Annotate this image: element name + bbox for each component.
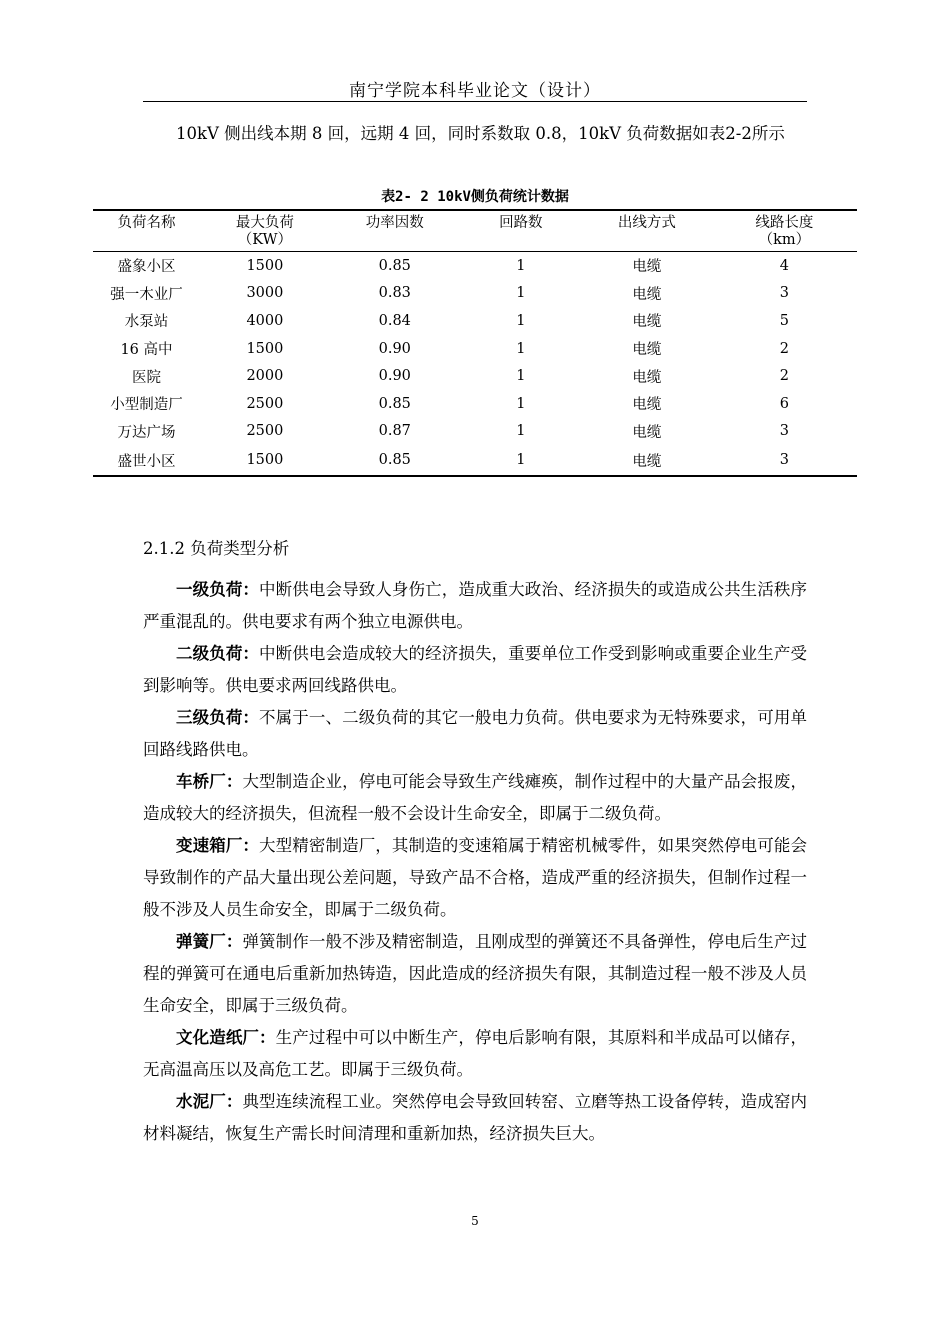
table-cell: 1500 [246, 340, 284, 357]
table-cell: 6 [779, 395, 790, 412]
paragraph-text: 典型连续流程工业。突然停电会导致回转窑、立磨等热工设备停转，造成窑内材料凝结，恢复生产需长时间清理和重新加热，经济损失巨大。 [143, 1092, 808, 1143]
paragraph-term: 二级负荷： [176, 644, 260, 663]
table-cell: 0.85 [378, 395, 411, 412]
table-row [93, 390, 857, 418]
paragraph-term: 一级负荷： [176, 580, 260, 599]
paragraph-term: 弹簧厂： [176, 932, 243, 951]
column-header: 出线方式 [582, 210, 712, 252]
table-cell: 小型制造厂 [110, 397, 183, 414]
table-cell: 0.85 [330, 445, 460, 476]
table-cell: 0.90 [378, 368, 411, 385]
table-cell: 电缆 [632, 424, 662, 441]
paragraph-term: 水泥厂： [176, 1092, 243, 1111]
table-cell: 1 [516, 285, 526, 302]
table-cell: 强一木业厂 [110, 286, 183, 303]
table-cell: 2000 [246, 368, 284, 385]
paragraph-text: 大型精密制造厂，其制造的变速箱属于精密机械零件，如果突然停电可能会导致制作的产品大量出现公差问题，导致产品不合格，造成严重的经济损失，但制作过程一般不涉及人员生命安全，即属于二级负荷。 [143, 836, 808, 919]
header-rule [143, 101, 807, 102]
paragraph-term: 三级负荷： [176, 708, 260, 727]
table-cell: 3 [779, 423, 790, 440]
body-paragraph [143, 830, 807, 926]
table-row [93, 445, 857, 476]
table-cell: 电缆 [632, 369, 662, 386]
body-paragraph [143, 766, 807, 830]
table-cell: 1 [516, 257, 526, 274]
table-row [93, 307, 857, 335]
column-header: 最大负荷 （KW） [200, 210, 330, 252]
table-cell: 1 [516, 312, 526, 329]
paragraph-text: 中断供电会造成较大的经济损失，重要单位工作受到影响或重要企业生产受到影响等。供电要求两回线路供电。 [143, 644, 808, 695]
header-title: 南宁学院本科毕业论文（设计） [349, 81, 601, 101]
body-text [143, 574, 807, 1150]
page-number: 5 [471, 1214, 479, 1228]
load-table [93, 209, 857, 477]
table-cell: 3 [712, 445, 857, 476]
table-cell: 1500 [246, 257, 284, 274]
table-cell: 2500 [246, 423, 284, 440]
table-cell: 0.84 [378, 312, 411, 329]
table-cell: 4000 [246, 312, 284, 329]
table-cell: 16 高中 [120, 342, 173, 359]
paragraph-text: 生产过程中可以中断生产，停电后影响有限，其原料和半成品可以储存，无高温高压以及高危工艺。即属于三级负荷。 [143, 1028, 808, 1079]
table-cell: 电缆 [632, 286, 662, 303]
table-cell: 0.90 [378, 340, 411, 357]
section-heading: 2.1.2 负荷类型分析 [143, 539, 290, 558]
table-cell: 2 [779, 368, 790, 385]
table-cell: 盛世小区 [93, 445, 200, 476]
table-cell: 医院 [131, 369, 161, 386]
table-cell: 3000 [246, 285, 284, 302]
table-row [93, 362, 857, 390]
table-cell: 1 [516, 395, 526, 412]
table-cell: 电缆 [632, 342, 662, 359]
table-cell: 0.85 [378, 257, 411, 274]
column-header: 负荷名称 [93, 210, 200, 252]
table-cell: 电缆 [632, 397, 662, 414]
table-row [93, 280, 857, 308]
body-paragraph [143, 638, 807, 702]
table-row [93, 252, 857, 280]
table-cell: 1 [516, 423, 526, 440]
table-cell: 5 [779, 312, 790, 329]
table-header-row [93, 210, 857, 252]
table-cell: 万达广场 [117, 424, 176, 441]
body-paragraph [143, 1086, 807, 1150]
table-row [93, 418, 857, 446]
table-cell: 0.83 [378, 285, 411, 302]
column-header: 回路数 [460, 210, 582, 252]
table-cell: 电缆 [582, 445, 712, 476]
body-paragraph [143, 926, 807, 1022]
body-paragraph [143, 702, 807, 766]
table-cell: 1 [460, 445, 582, 476]
table-cell: 盛象小区 [117, 259, 176, 276]
body-paragraph [143, 1022, 807, 1086]
table-caption: 表2- 2 10kV侧负荷统计数据 [381, 189, 569, 205]
table-cell: 2500 [246, 395, 284, 412]
table-cell: 2 [779, 340, 790, 357]
table-cell: 电缆 [632, 314, 662, 331]
table-cell: 1 [516, 368, 526, 385]
intro-paragraph: 10kV 侧出线本期 8 回，远期 4 回，同时系数取 0.8，10kV 负荷数据如表2-2所示 [176, 124, 785, 143]
table-row [93, 335, 857, 363]
paragraph-text: 大型制造企业，停电可能会导致生产线瘫痪，制作过程中的大量产品会报废，造成较大的经济损失，但流程一般不会设计生命安全，即属于二级负荷。 [143, 772, 808, 823]
paragraph-term: 车桥厂： [176, 772, 243, 791]
body-paragraph [143, 574, 807, 638]
column-header: 线路长度 （km） [712, 210, 857, 252]
table-cell: 1 [516, 340, 526, 357]
table-cell: 1500 [200, 445, 330, 476]
table-cell: 0.87 [378, 423, 411, 440]
paragraph-text: 弹簧制作一般不涉及精密制造，且刚成型的弹簧还不具备弹性，停电后生产过程的弹簧可在通电后重新加热铸造，因此造成的经济损失有限，其制造过程一般不涉及人员生命安全，即属于三级负荷。 [143, 932, 808, 1015]
table-cell: 3 [779, 285, 790, 302]
table-cell: 电缆 [632, 259, 662, 276]
paragraph-text: 中断供电会导致人身伤亡，造成重大政治、经济损失的或造成公共生活秩序严重混乱的。供电要求有两个独立电源供电。 [143, 580, 808, 631]
paragraph-text: 不属于一、二级负荷的其它一般电力负荷。供电要求为无特殊要求，可用单回路线路供电。 [143, 708, 808, 759]
table-cell: 水泵站 [124, 314, 169, 331]
column-header: 功率因数 [330, 210, 460, 252]
paragraph-term: 文化造纸厂： [176, 1028, 276, 1047]
paragraph-term: 变速箱厂： [176, 836, 260, 855]
table-cell: 4 [779, 257, 790, 274]
